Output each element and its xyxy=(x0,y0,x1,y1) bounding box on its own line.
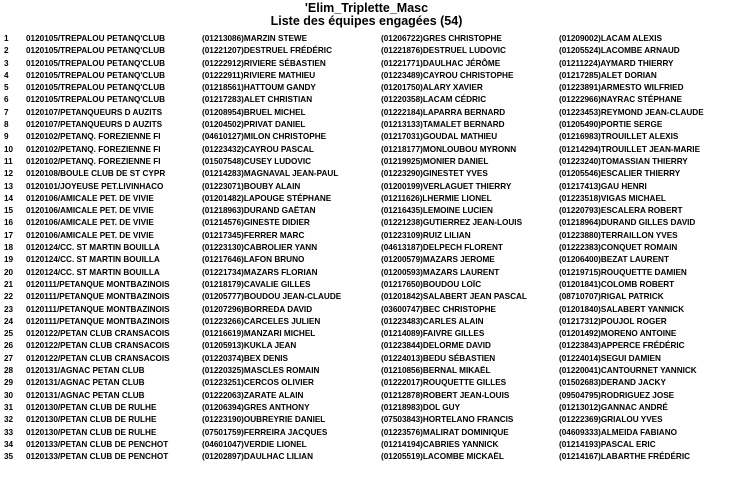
team-row xyxy=(0,242,733,254)
team-row xyxy=(0,94,733,106)
club-name: 0120130/PETAN CLUB DE RULHE xyxy=(26,402,157,412)
team-number: 27 xyxy=(4,353,14,363)
club-name: 0120122/PETAN CLUB CRANSACOIS xyxy=(26,329,170,339)
player-2: (01216435)LEMOINE LUCIEN xyxy=(381,206,493,216)
club-name: 0120111/PETANQUE MONTBAZINOIS xyxy=(26,316,170,326)
team-number: 29 xyxy=(4,378,14,388)
player-2: (01223576)MALIRAT DOMINIQUE xyxy=(381,427,509,437)
club-name: 0120131/AGNAC PETAN CLUB xyxy=(26,366,145,376)
player-3: (01201840)SALABERT YANNICK xyxy=(559,304,685,314)
club-name: 0120124/CC. ST MARTIN BOUILLA xyxy=(26,255,160,265)
team-row xyxy=(0,377,733,389)
club-name: 0120130/PETAN CLUB DE RULHE xyxy=(26,427,157,437)
player-2: (01217031)GOUDAL MATHIEU xyxy=(381,132,498,142)
team-row xyxy=(0,131,733,143)
player-2: (01201750)ALARY XAVIER xyxy=(381,83,483,93)
player-2: (03600747)BEC CHRISTOPHE xyxy=(381,304,496,314)
player-1: (01221734)MAZARS FLORIAN xyxy=(202,267,318,277)
player-2: (01218177)MONLOUBOU MYRONN xyxy=(381,144,517,154)
team-row xyxy=(0,181,733,193)
team-number: 21 xyxy=(4,279,14,289)
player-1: (01223266)CARCELES JULIEN xyxy=(202,316,321,326)
team-number: 22 xyxy=(4,292,14,302)
team-row xyxy=(0,328,733,340)
player-2: (01222184)LAPARRA BERNARD xyxy=(381,107,506,117)
player-3: (01201492)MORENO ANTOINE xyxy=(559,329,677,339)
player-2: (01223489)CAYROU CHRISTOPHE xyxy=(381,70,514,80)
player-1: (01220374)BEX DENIS xyxy=(202,353,289,363)
player-3: (08710707)RIGAL PATRICK xyxy=(559,292,664,302)
player-3: (01214167)LABARTHE FRÉDÉRIC xyxy=(559,452,691,462)
team-row xyxy=(0,33,733,45)
player-2: (01200579)MAZARS JEROME xyxy=(381,255,495,265)
team-row xyxy=(0,353,733,365)
player-1: (01206394)GRES ANTHONY xyxy=(202,402,310,412)
team-number: 16 xyxy=(4,218,14,228)
player-2: (01221771)DAULHAC JÉRÔME xyxy=(381,58,501,68)
player-2: (01223483)CARLES ALAIN xyxy=(381,316,484,326)
club-name: 0120124/CC. ST MARTIN BOUILLA xyxy=(26,267,160,277)
player-1: (01220325)MASCLES ROMAIN xyxy=(202,366,320,376)
team-number: 5 xyxy=(4,83,9,93)
club-name: 0120102/PETANQ. FOREZIENNE FI xyxy=(26,132,161,142)
club-name: 0120105/TREPALOU PETANQ'CLUB xyxy=(26,70,166,80)
player-1: (01213086)MARZIN STEWE xyxy=(202,34,308,43)
team-number: 32 xyxy=(4,415,14,425)
club-name: 0120111/PETANQUE MONTBAZINOIS xyxy=(26,304,170,314)
player-3: (09504795)RODRIGUEZ JOSE xyxy=(559,390,675,400)
team-number: 11 xyxy=(4,156,13,166)
team-number: 20 xyxy=(4,267,14,277)
player-3: (01223843)APPERCE FRÉDÉRIC xyxy=(559,341,685,351)
team-row xyxy=(0,267,733,279)
team-row xyxy=(0,279,733,291)
player-3: (04609333)ALMEIDA FABIANO xyxy=(559,427,677,437)
club-name: 0120106/AMICALE PET. DE VIVIE xyxy=(26,230,154,240)
team-number: 9 xyxy=(4,132,9,142)
team-number: 31 xyxy=(4,402,14,412)
player-2: (01223844)DELORME DAVID xyxy=(381,341,491,351)
club-name: 0120101/JOYEUSE PET.LIVINHACO xyxy=(26,181,164,191)
player-3: (01222369)GRIALOU YVES xyxy=(559,415,663,425)
player-1: (01223432)CAYROU PASCAL xyxy=(202,144,314,154)
player-1: (01223190)OUBREYRIE DANIEL xyxy=(202,415,326,425)
club-name: 0120111/PETANQUE MONTBAZINOIS xyxy=(26,279,170,289)
player-1: (01222911)RIVIERE MATHIEU xyxy=(202,70,316,80)
player-3: (01223518)VIGAS MICHAEL xyxy=(559,193,666,203)
team-row xyxy=(0,230,733,242)
team-number: 24 xyxy=(4,316,14,326)
player-2: (01223290)GINESTET YVES xyxy=(381,169,488,179)
player-3: (01214294)TROUILLET JEAN-MARIE xyxy=(559,144,701,154)
club-name: 0120133/PETAN CLUB DE PENCHOT xyxy=(26,452,169,462)
team-row xyxy=(0,82,733,94)
team-row xyxy=(0,304,733,316)
player-2: (01214089)FAIVRE GILLES xyxy=(381,329,485,339)
player-1: (01208954)BRUEL MICHEL xyxy=(202,107,306,117)
club-name: 0120105/TREPALOU PETANQ'CLUB xyxy=(26,83,166,93)
player-1: (01221207)DESTRUEL FRÉDÉRIC xyxy=(202,46,332,56)
team-row xyxy=(0,414,733,426)
player-3: (01502683)DERAND JACKY xyxy=(559,378,666,388)
player-1: (01217345)FERRER MARC xyxy=(202,230,305,240)
player-1: (01214576)GINESTE DIDIER xyxy=(202,218,310,228)
player-1: (01201482)LAPOUGE STÉPHANE xyxy=(202,193,332,203)
player-1: (01202897)DAULHAC LILIAN xyxy=(202,452,314,462)
player-3: (01217413)GAU HENRI xyxy=(559,181,647,191)
player-3: (01219715)ROUQUETTE DAMIEN xyxy=(559,267,687,277)
player-3: (01211224)AYMARD THIERRY xyxy=(559,58,674,68)
player-3: (01223240)TOMASSIAN THIERRY xyxy=(559,156,688,166)
player-2: (01210856)BERNAL MIKAËL xyxy=(381,366,491,376)
player-2: (01213133)TAMALET BERNARD xyxy=(381,120,505,130)
player-3: (01223453)REYMOND JEAN-CLAUDE xyxy=(559,107,704,117)
club-name: 0120122/PETAN CLUB CRANSACOIS xyxy=(26,341,170,351)
team-row xyxy=(0,451,733,463)
team-number: 7 xyxy=(4,107,9,117)
player-3: (01216983)TROUILLET ALEXIS xyxy=(559,132,679,142)
team-number: 30 xyxy=(4,390,14,400)
club-name: 0120102/PETANQ. FOREZIENNE FI xyxy=(26,144,161,154)
team-number: 25 xyxy=(4,329,14,339)
team-number: 34 xyxy=(4,439,14,449)
team-row xyxy=(0,107,733,119)
player-3: (01224014)SEGUI DAMIEN xyxy=(559,353,661,363)
club-name: 0120106/AMICALE PET. DE VIVIE xyxy=(26,206,154,216)
club-name: 0120105/TREPALOU PETANQ'CLUB xyxy=(26,46,166,56)
player-2: (01224013)BEDU SÉBASTIEN xyxy=(381,353,496,363)
team-row xyxy=(0,217,733,229)
player-2: (01201842)SALABERT JEAN PASCAL xyxy=(381,292,527,302)
team-row xyxy=(0,365,733,377)
team-row xyxy=(0,254,733,266)
club-name: 0120122/PETAN CLUB CRANSACOIS xyxy=(26,353,170,363)
team-row xyxy=(0,427,733,439)
club-name: 0120107/PETANQUEURS D AUZITS xyxy=(26,120,163,130)
team-row xyxy=(0,156,733,168)
team-row xyxy=(0,144,733,156)
team-number: 6 xyxy=(4,95,9,105)
team-number: 8 xyxy=(4,120,9,130)
player-2: (01220358)LACAM CÉDRIC xyxy=(381,95,487,105)
player-1: (01205777)BOUDOU JEAN-CLAUDE xyxy=(202,292,342,302)
player-2: (01223109)RUIZ LILIAN xyxy=(381,230,471,240)
club-name: 0120130/PETAN CLUB DE RULHE xyxy=(26,415,157,425)
player-2: (01212878)ROBERT JEAN-LOUIS xyxy=(381,390,510,400)
player-3: (01220793)ESCALERA ROBERT xyxy=(559,206,683,216)
club-name: 0120107/PETANQUEURS D AUZITS xyxy=(26,107,163,117)
player-1: (01204502)PRIVAT DANIEL xyxy=(202,120,306,130)
player-1: (01223130)CABROLIER YANN xyxy=(202,243,318,253)
team-row xyxy=(0,340,733,352)
player-3: (01223880)TERRAILLON YVES xyxy=(559,230,678,240)
player-2: (07503843)HORTELANO FRANCIS xyxy=(381,415,514,425)
club-name: 0120106/AMICALE PET. DE VIVIE xyxy=(26,218,154,228)
player-3: (01218964)DURAND GILLES DAVID xyxy=(559,218,696,228)
player-3: (01205546)ESCALIER THIERRY xyxy=(559,169,681,179)
club-name: 0120105/TREPALOU PETANQ'CLUB xyxy=(26,95,166,105)
player-2: (01211626)LHERMIE LIONEL xyxy=(381,193,492,203)
player-1: (01217646)LAFON BRUNO xyxy=(202,255,305,265)
player-2: (01221238)GUTIERREZ JEAN-LOUIS xyxy=(381,218,523,228)
player-3: (01205524)LACOMBE ARNAUD xyxy=(559,46,680,56)
team-list xyxy=(0,33,733,463)
club-name: 0120105/TREPALOU PETANQ'CLUB xyxy=(26,34,166,43)
team-number: 23 xyxy=(4,304,14,314)
team-number: 26 xyxy=(4,341,14,351)
player-1: (01222912)RIVIERE SÉBASTIEN xyxy=(202,58,326,68)
player-3: (01205490)PORTIE SERGE xyxy=(559,120,663,130)
club-name: 0120106/AMICALE PET. DE VIVIE xyxy=(26,193,154,203)
team-row xyxy=(0,316,733,328)
player-2: (01205519)LACOMBE MICKAËL xyxy=(381,452,504,462)
player-3: (01217312)POUJOL ROGER xyxy=(559,316,667,326)
player-1: (01222063)ZARATE ALAIN xyxy=(202,390,304,400)
team-row xyxy=(0,205,733,217)
player-1: (01216619)MANZARI MICHEL xyxy=(202,329,316,339)
team-number: 17 xyxy=(4,230,14,240)
team-row xyxy=(0,291,733,303)
player-2: (01218983)DOL GUY xyxy=(381,402,461,412)
team-number: 13 xyxy=(4,181,14,191)
club-name: 0120102/PETANQ. FOREZIENNE FI xyxy=(26,156,161,166)
player-3: (01217285)ALET DORIAN xyxy=(559,70,657,80)
team-number: 18 xyxy=(4,243,14,253)
player-3: (01214193)PASCAL ERIC xyxy=(559,439,656,449)
page-title: 'Elim_Triplette_Masc xyxy=(304,1,429,15)
player-3: (01220041)CANTOURNET YANNICK xyxy=(559,366,697,376)
team-row xyxy=(0,168,733,180)
player-2: (01200199)VERLAGUET THIERRY xyxy=(381,181,512,191)
player-3: (01209002)LACAM ALEXIS xyxy=(559,34,662,43)
player-1: (01218179)CAVALIE GILLES xyxy=(202,279,311,289)
page-subtitle: Liste des équipes engagées (54) xyxy=(270,14,463,28)
team-number: 19 xyxy=(4,255,14,265)
player-1: (01217283)ALET CHRISTIAN xyxy=(202,95,313,105)
team-number: 1 xyxy=(4,34,9,43)
team-number: 12 xyxy=(4,169,14,179)
player-3: (01222383)CONQUET ROMAIN xyxy=(559,243,678,253)
player-2: (01206722)GRES CHRISTOPHE xyxy=(381,34,502,43)
team-number: 4 xyxy=(4,70,9,80)
player-1: (07501759)FERREIRA JACQUES xyxy=(202,427,328,437)
club-name: 0120133/PETAN CLUB DE PENCHOT xyxy=(26,439,169,449)
team-number: 10 xyxy=(4,144,14,154)
player-2: (01222017)ROUQUETTE GILLES xyxy=(381,378,507,388)
player-2: (04613187)DELPECH FLORENT xyxy=(381,243,503,253)
player-2: (01200593)MAZARS LAURENT xyxy=(381,267,500,277)
player-3: (01206400)BEZAT LAURENT xyxy=(559,255,669,265)
player-2: (01221876)DESTRUEL LUDOVIC xyxy=(381,46,506,56)
player-1: (01207296)BORREDA DAVID xyxy=(202,304,313,314)
team-row xyxy=(0,193,733,205)
player-3: (01201841)COLOMB ROBERT xyxy=(559,279,675,289)
player-1: (01218963)DURAND GAËTAN xyxy=(202,206,316,216)
team-row xyxy=(0,119,733,131)
team-number: 33 xyxy=(4,427,14,437)
team-number: 15 xyxy=(4,206,14,216)
team-number: 3 xyxy=(4,58,9,68)
player-2: (01217650)BOUDOU LOÏC xyxy=(381,279,482,289)
club-name: 0120131/AGNAC PETAN CLUB xyxy=(26,390,145,400)
team-row xyxy=(0,70,733,82)
player-1: (01205913)KUKLA JEAN xyxy=(202,341,297,351)
player-1: (04601047)VERDIE LIONEL xyxy=(202,439,307,449)
club-name: 0120108/BOULE CLUB DE ST CYPR xyxy=(26,169,166,179)
club-name: 0120111/PETANQUE MONTBAZINOIS xyxy=(26,292,170,302)
player-3: (01213012)GANNAC ANDRÉ xyxy=(559,402,668,412)
club-name: 0120131/AGNAC PETAN CLUB xyxy=(26,378,145,388)
team-row xyxy=(0,402,733,414)
player-3: (01222966)NAYRAC STÉPHANE xyxy=(559,95,683,105)
player-2: (01214194)CABRIES YANNICK xyxy=(381,439,499,449)
team-number: 28 xyxy=(4,366,14,376)
player-3: (01223891)ARMESTO WILFRIED xyxy=(559,83,684,93)
team-number: 2 xyxy=(4,46,9,56)
team-row xyxy=(0,439,733,451)
player-1: (01218561)HATTOUM GANDY xyxy=(202,83,316,93)
team-row xyxy=(0,58,733,70)
club-name: 0120124/CC. ST MARTIN BOUILLA xyxy=(26,243,160,253)
team-number: 14 xyxy=(4,193,14,203)
player-1: (01223071)BOUBY ALAIN xyxy=(202,181,301,191)
player-2: (01219925)MONIER DANIEL xyxy=(381,156,489,166)
player-1: (01223251)CERCOS OLIVIER xyxy=(202,378,314,388)
team-number: 35 xyxy=(4,452,14,462)
club-name: 0120105/TREPALOU PETANQ'CLUB xyxy=(26,58,166,68)
team-row xyxy=(0,45,733,57)
page-header xyxy=(0,0,733,33)
team-row xyxy=(0,390,733,402)
player-1: (01507548)CUSEY LUDOVIC xyxy=(202,156,312,166)
player-1: (01214283)MAGNAVAL JEAN-PAUL xyxy=(202,169,339,179)
player-1: (04610127)MILON CHRISTOPHE xyxy=(202,132,327,142)
